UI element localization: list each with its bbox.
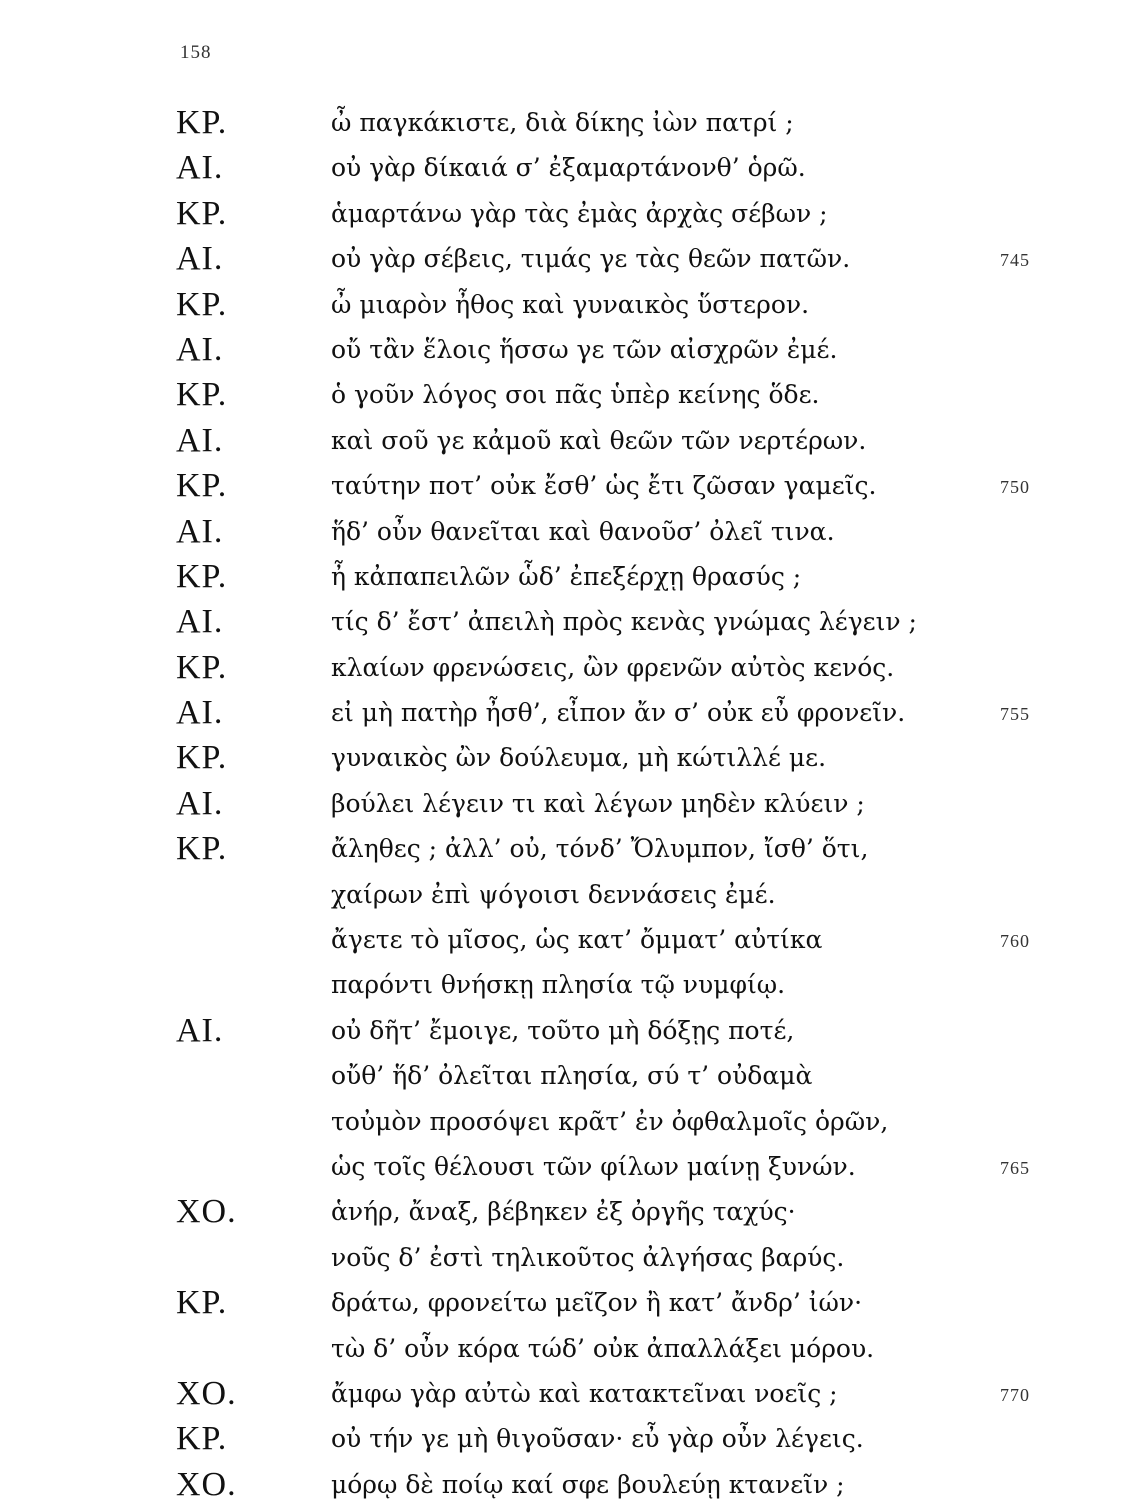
verse-line — [0, 372, 1122, 417]
speaker-label: ΚΡ. — [176, 194, 228, 232]
verse-text: ταύτην ποτ’ οὐκ ἔσθ’ ὡς ἔτι ζῶσαν γαμεῖς. — [331, 471, 877, 501]
verse-line — [0, 1189, 1122, 1234]
verse-line — [0, 1099, 1122, 1144]
verse-line — [0, 1053, 1122, 1098]
line-number: 745 — [1000, 250, 1030, 271]
verse-line — [0, 826, 1122, 871]
verse-line — [0, 554, 1122, 599]
speaker-label: ΚΡ. — [176, 557, 228, 595]
speaker-label: ΚΡ. — [176, 1420, 228, 1458]
speaker-label: ΑΙ. — [176, 240, 224, 278]
verse-text: τὼ δ’ οὖν κόρα τώδ’ οὐκ ἀπαλλάξει μόρου. — [331, 1333, 875, 1363]
verse-text: οὐ γὰρ δίκαιά σ’ ἐξαμαρτάνονθ’ ὁρῶ. — [331, 153, 806, 183]
speaker-label: ΧΟ. — [176, 1465, 237, 1503]
verse-line — [0, 327, 1122, 372]
line-number: 770 — [1000, 1384, 1030, 1405]
verse-line — [0, 282, 1122, 327]
speaker-label: ΧΟ. — [176, 1374, 237, 1412]
verse-line — [0, 1008, 1122, 1053]
verse-line — [0, 509, 1122, 554]
speaker-label: ΚΡ. — [176, 648, 228, 686]
verse-text: παρόντι θνήσκῃ πλησία τῷ νυμφίῳ. — [331, 970, 786, 1000]
verse-text: οὔθ’ ἥδ’ ὀλεῖται πλησία, σύ τ’ οὐδαμὰ — [331, 1061, 813, 1091]
verse-text: γυναικὸς ὢν δούλευμα, μὴ κώτιλλέ με. — [331, 743, 827, 773]
speaker-label: ΑΙ. — [176, 603, 224, 641]
speaker-label: ΚΡ. — [176, 830, 228, 868]
verse-text: καὶ σοῦ γε κἀμοῦ καὶ θεῶν τῶν νερτέρων. — [331, 425, 867, 455]
verse-line — [0, 1144, 1122, 1189]
verse-line — [0, 236, 1122, 281]
verse-text: οὔ τἂν ἕλοις ἥσσω γε τῶν αἰσχρῶν ἐμέ. — [331, 334, 838, 364]
speaker-label: ΚΡ. — [176, 1284, 228, 1322]
speaker-label: ΑΙ. — [176, 149, 224, 187]
verse-line — [0, 1280, 1122, 1325]
speaker-label: ΑΙ. — [176, 694, 224, 732]
verse-line — [0, 917, 1122, 962]
verse-line — [0, 145, 1122, 190]
verse-text: βούλει λέγειν τι καὶ λέγων μηδὲν κλύειν ; — [331, 788, 865, 818]
verse-text: ἄληθες ; ἀλλ’ οὐ, τόνδ’ Ὄλυμπον, ἴσθ’ ὅτι, — [331, 834, 869, 864]
verse-line — [0, 1371, 1122, 1416]
line-number: 765 — [1000, 1157, 1030, 1178]
line-number: 755 — [1000, 704, 1030, 725]
verse-text: δράτω, φρονείτω μεῖζον ἢ κατ’ ἄνδρ’ ἰών· — [331, 1288, 863, 1318]
speaker-label: ΑΙ. — [176, 330, 224, 368]
verse-text: χαίρων ἐπὶ ψόγοισι δεννάσεις ἐμέ. — [331, 879, 776, 909]
line-number: 760 — [1000, 931, 1030, 952]
verse-text: ὡς τοῖς θέλουσι τῶν φίλων μαίνῃ ξυνών. — [331, 1151, 856, 1181]
verse-line — [0, 781, 1122, 826]
verse-text: νοῦς δ’ ἐστὶ τηλικοῦτος ἀλγήσας βαρύς. — [331, 1242, 845, 1272]
verse-text: ἄμφω γὰρ αὐτὼ καὶ κατακτεῖναι νοεῖς ; — [331, 1378, 838, 1408]
verse-line — [0, 100, 1122, 145]
verse-text: μόρῳ δὲ ποίῳ καί σφε βουλεύῃ κτανεῖν ; — [331, 1469, 845, 1499]
speaker-label: ΧΟ. — [176, 1193, 237, 1231]
verse-line — [0, 645, 1122, 690]
verse-text: ὦ μιαρὸν ἦθος καὶ γυναικὸς ὕστερον. — [331, 289, 810, 319]
verse-line — [0, 735, 1122, 780]
verse-text: ὁ γοῦν λόγος σοι πᾶς ὑπὲρ κείνης ὅδε. — [331, 380, 820, 410]
speaker-label: ΚΡ. — [176, 376, 228, 414]
verse-text: ἁμαρτάνω γὰρ τὰς ἐμὰς ἀρχὰς σέβων ; — [331, 198, 828, 228]
verse-text: ὦ παγκάκιστε, διὰ δίκης ἰὼν πατρί ; — [331, 108, 794, 137]
verse-text: τοὐμὸν προσόψει κρᾶτ’ ἐν ὀφθαλμοῖς ὁρῶν, — [331, 1106, 889, 1136]
speaker-label: ΚΡ. — [176, 285, 228, 323]
verse-list — [0, 100, 1122, 1507]
speaker-label: ΚΡ. — [176, 739, 228, 777]
verse-text: ἥδ’ οὖν θανεῖται καὶ θανοῦσ’ ὀλεῖ τινα. — [331, 516, 835, 546]
verse-line — [0, 599, 1122, 644]
verse-line — [0, 1326, 1122, 1371]
speaker-label: ΑΙ. — [176, 512, 224, 550]
verse-text: ἁνήρ, ἄναξ, βέβηκεν ἐξ ὀργῆς ταχύς· — [331, 1197, 796, 1227]
verse-text: ἄγετε τὸ μῖσος, ὡς κατ’ ὄμματ’ αὐτίκα — [331, 925, 823, 955]
speaker-label: ΑΙ. — [176, 1011, 224, 1049]
verse-line — [0, 690, 1122, 735]
page-number: 158 — [180, 42, 212, 63]
verse-text: ἦ κἀπαπειλῶν ὧδ’ ἐπεξέρχῃ θρασύς ; — [331, 561, 802, 591]
speaker-label: ΑΙ. — [176, 784, 224, 822]
verse-text: κλαίων φρενώσεις, ὢν φρενῶν αὐτὸς κενός. — [331, 652, 895, 682]
verse-text: εἰ μὴ πατὴρ ἦσθ’, εἶπον ἄν σ’ οὐκ εὖ φρονεῖν. — [331, 698, 906, 728]
verse-text: οὐ τήν γε μὴ θιγοῦσαν· εὖ γὰρ οὖν λέγεις. — [331, 1424, 864, 1454]
verse-line — [0, 1462, 1122, 1507]
verse-line — [0, 463, 1122, 508]
verse-line — [0, 872, 1122, 917]
verse-line — [0, 418, 1122, 463]
verse-text: οὐ γὰρ σέβεις, τιμάς γε τὰς θεῶν πατῶν. — [331, 244, 851, 274]
speaker-label: ΚΡ. — [176, 467, 228, 505]
verse-text: τίς δ’ ἔστ’ ἀπειλὴ πρὸς κενὰς γνώμας λέγειν ; — [331, 607, 917, 637]
verse-text: οὐ δῆτ’ ἔμοιγε, τοῦτο μὴ δόξῃς ποτέ, — [331, 1015, 795, 1045]
line-number: 750 — [1000, 477, 1030, 498]
speaker-label: ΑΙ. — [176, 421, 224, 459]
verse-line — [0, 1235, 1122, 1280]
verse-line — [0, 1416, 1122, 1461]
speaker-label: ΚΡ. — [176, 104, 228, 141]
verse-line — [0, 191, 1122, 236]
verse-line — [0, 962, 1122, 1007]
